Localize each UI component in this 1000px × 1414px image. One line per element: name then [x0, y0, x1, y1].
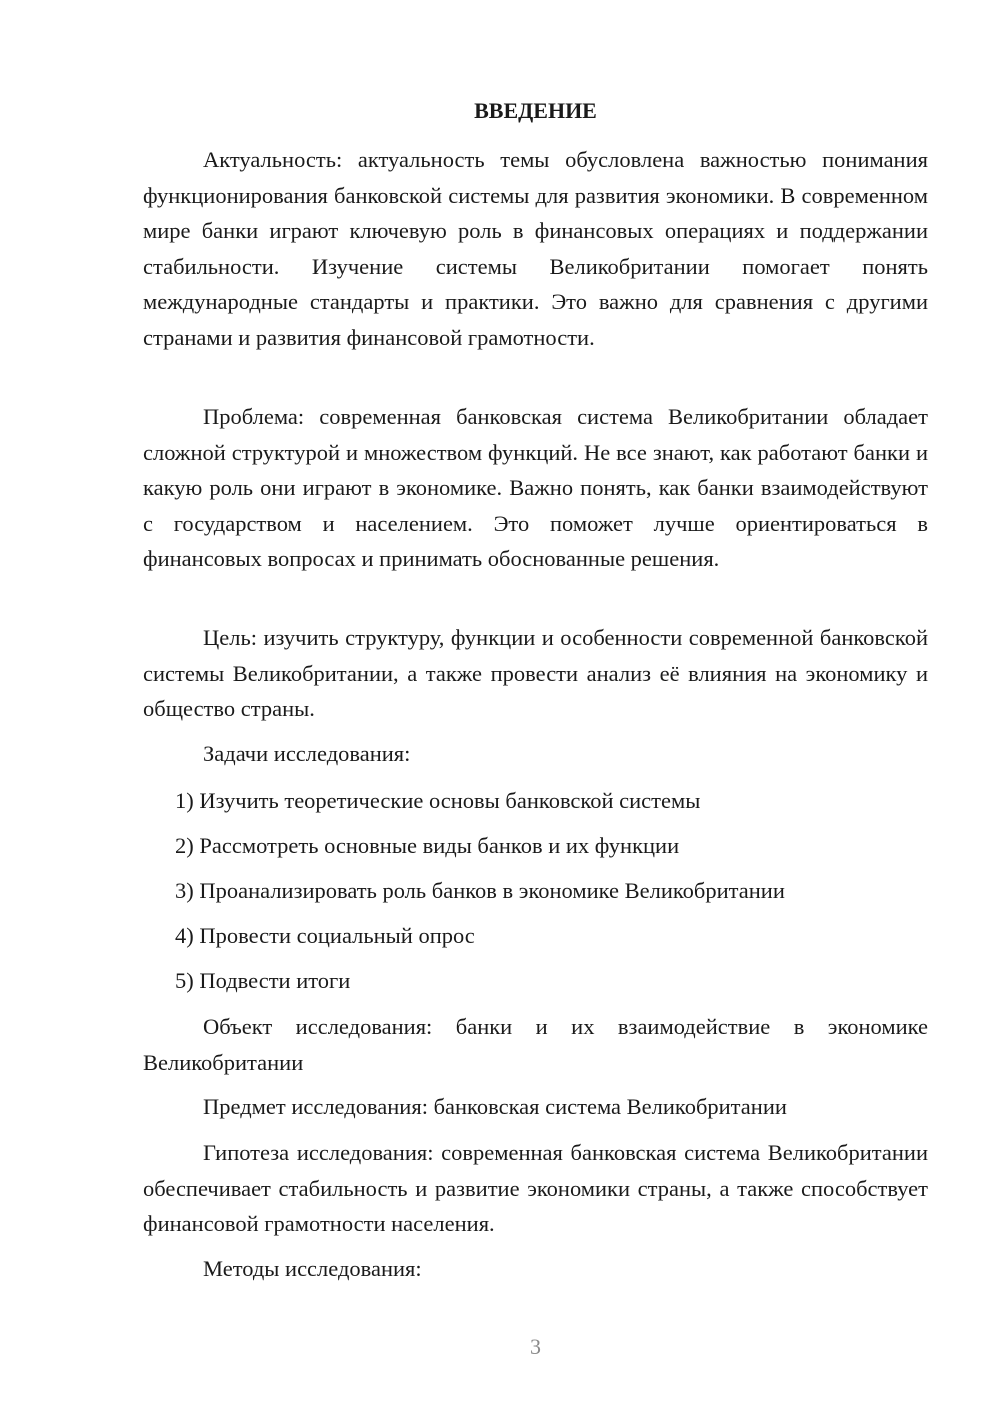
paragraph-problem: Проблема: современная банковская система Великобритании обладает сложной структурой и множеством функций. Не все знают, как работают банки и какую роль они играют в экономике. Важно понять, как банки взаимодействуют с государством и населением. Это поможет лучше ориентироваться в финансовых вопросах и принимать обоснованные решения. — [143, 404, 928, 571]
paragraph-goal: Цель: изучить структуру, функции и особенности современной банковской системы Великобритании, а также провести анализ её влияния на экономику и общество страны. — [143, 625, 928, 721]
page-number: 3 — [530, 1334, 541, 1359]
task-item: 1) Изучить теоретические основы банковской системы — [175, 788, 701, 813]
task-item: 3) Проанализировать роль банков в экономике Великобритании — [175, 878, 785, 903]
paragraph-subject: Предмет исследования: банковская система Великобритании — [203, 1094, 787, 1119]
paragraph-object: Объект исследования: банки и их взаимодействие в экономике Великобритании — [143, 1014, 928, 1075]
task-item: 2) Рассмотреть основные виды банков и их функции — [175, 833, 680, 858]
task-item: 5) Подвести итоги — [175, 968, 351, 993]
tasks-heading: Задачи исследования: — [203, 741, 411, 766]
section-title: ВВЕДЕНИЕ — [474, 98, 597, 123]
paragraph-hypothesis: Гипотеза исследования: современная банковская система Великобритании обеспечивает стабильность и развитие экономики страны, а также способствует финансовой грамотности населения. — [143, 1140, 928, 1236]
methods-heading: Методы исследования: — [203, 1256, 422, 1281]
paragraph-relevance: Актуальность: актуальность темы обусловлена важностью понимания функционирования банковской системы для развития экономики. В современном мире банки играют ключевую роль в финансовых операциях и поддержании стабильности. Изучение системы Великобритании помогает понять международные стандарты и практики. Это важно для сравнения с другими странами и развития финансовой грамотности. — [143, 147, 928, 350]
task-item: 4) Провести социальный опрос — [175, 923, 475, 948]
